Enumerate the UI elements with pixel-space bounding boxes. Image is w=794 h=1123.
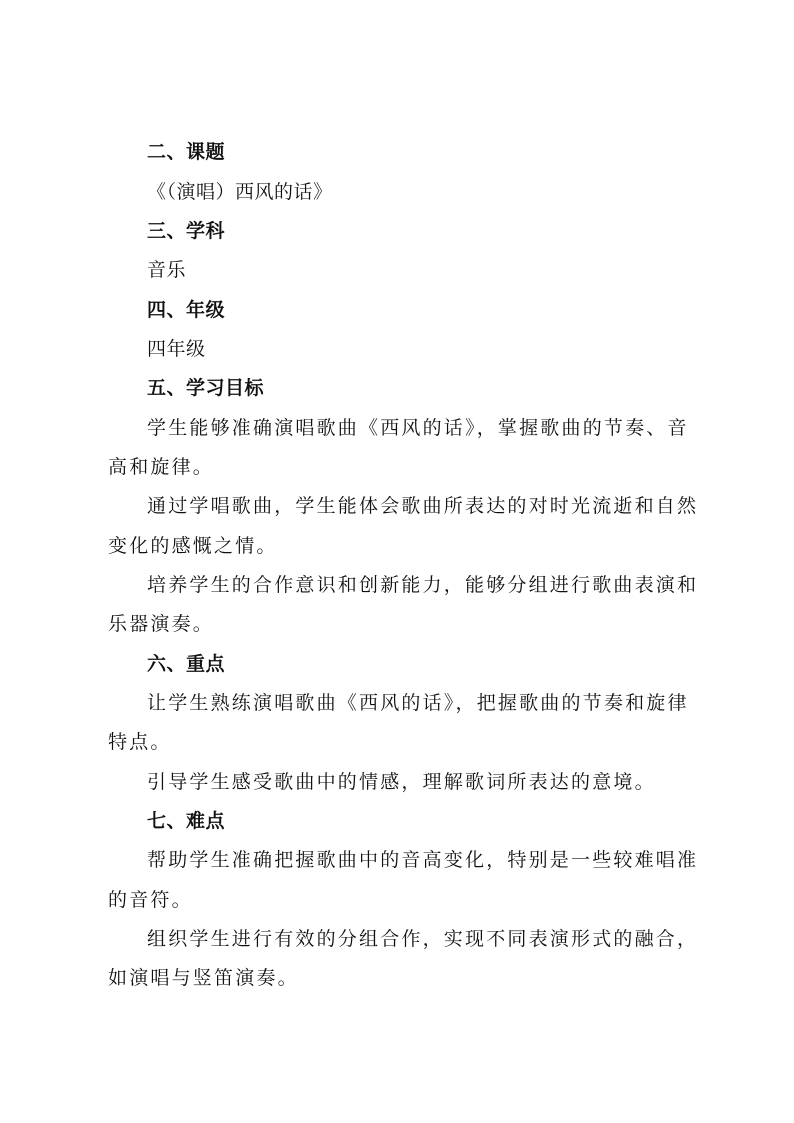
key-point-1-line-2: 特点。 [108, 731, 172, 753]
heading-subject: 三、学科 [147, 220, 226, 242]
difficulty-2-line-2: 如演唱与竖笛演奏。 [108, 967, 299, 989]
objective-2-line-1: 通过学唱歌曲，学生能体会歌曲所表达的对时光流逝和自然 [147, 495, 699, 517]
objective-1-line-2: 高和旋律。 [108, 456, 215, 478]
heading-objectives: 五、学习目标 [147, 377, 265, 399]
subject-text: 音乐 [147, 259, 187, 281]
key-point-1-line-1: 让学生熟练演唱歌曲《西风的话》，把握歌曲的节奏和旋律 [147, 692, 689, 714]
objective-1-line-1: 学生能够准确演唱歌曲《西风的话》，掌握歌曲的节奏、音 [147, 417, 689, 439]
objective-2-line-2: 变化的感慨之情。 [108, 535, 278, 557]
heading-grade: 四、年级 [147, 299, 226, 321]
key-point-2-line-1: 引导学生感受歌曲中的情感，理解歌词所表达的意境。 [147, 771, 656, 793]
heading-topic: 二、课题 [147, 141, 226, 163]
heading-key-points: 六、重点 [147, 653, 226, 675]
difficulty-2-line-1: 组织学生进行有效的分组合作，实现不同表演形式的融合， [147, 928, 699, 950]
objective-3-line-2: 乐器演奏。 [108, 613, 215, 635]
difficulty-1-line-1: 帮助学生准确把握歌曲中的音高变化，特别是一些较难唱准 [147, 849, 699, 871]
heading-difficulties: 七、难点 [147, 810, 226, 832]
objective-3-line-1: 培养学生的合作意识和创新能力，能够分组进行歌曲表演和 [147, 574, 699, 596]
grade-text: 四年级 [147, 338, 206, 360]
difficulty-1-line-2: 的音符。 [108, 889, 193, 911]
topic-text: 《（演唱）西风的话》 [147, 181, 333, 203]
